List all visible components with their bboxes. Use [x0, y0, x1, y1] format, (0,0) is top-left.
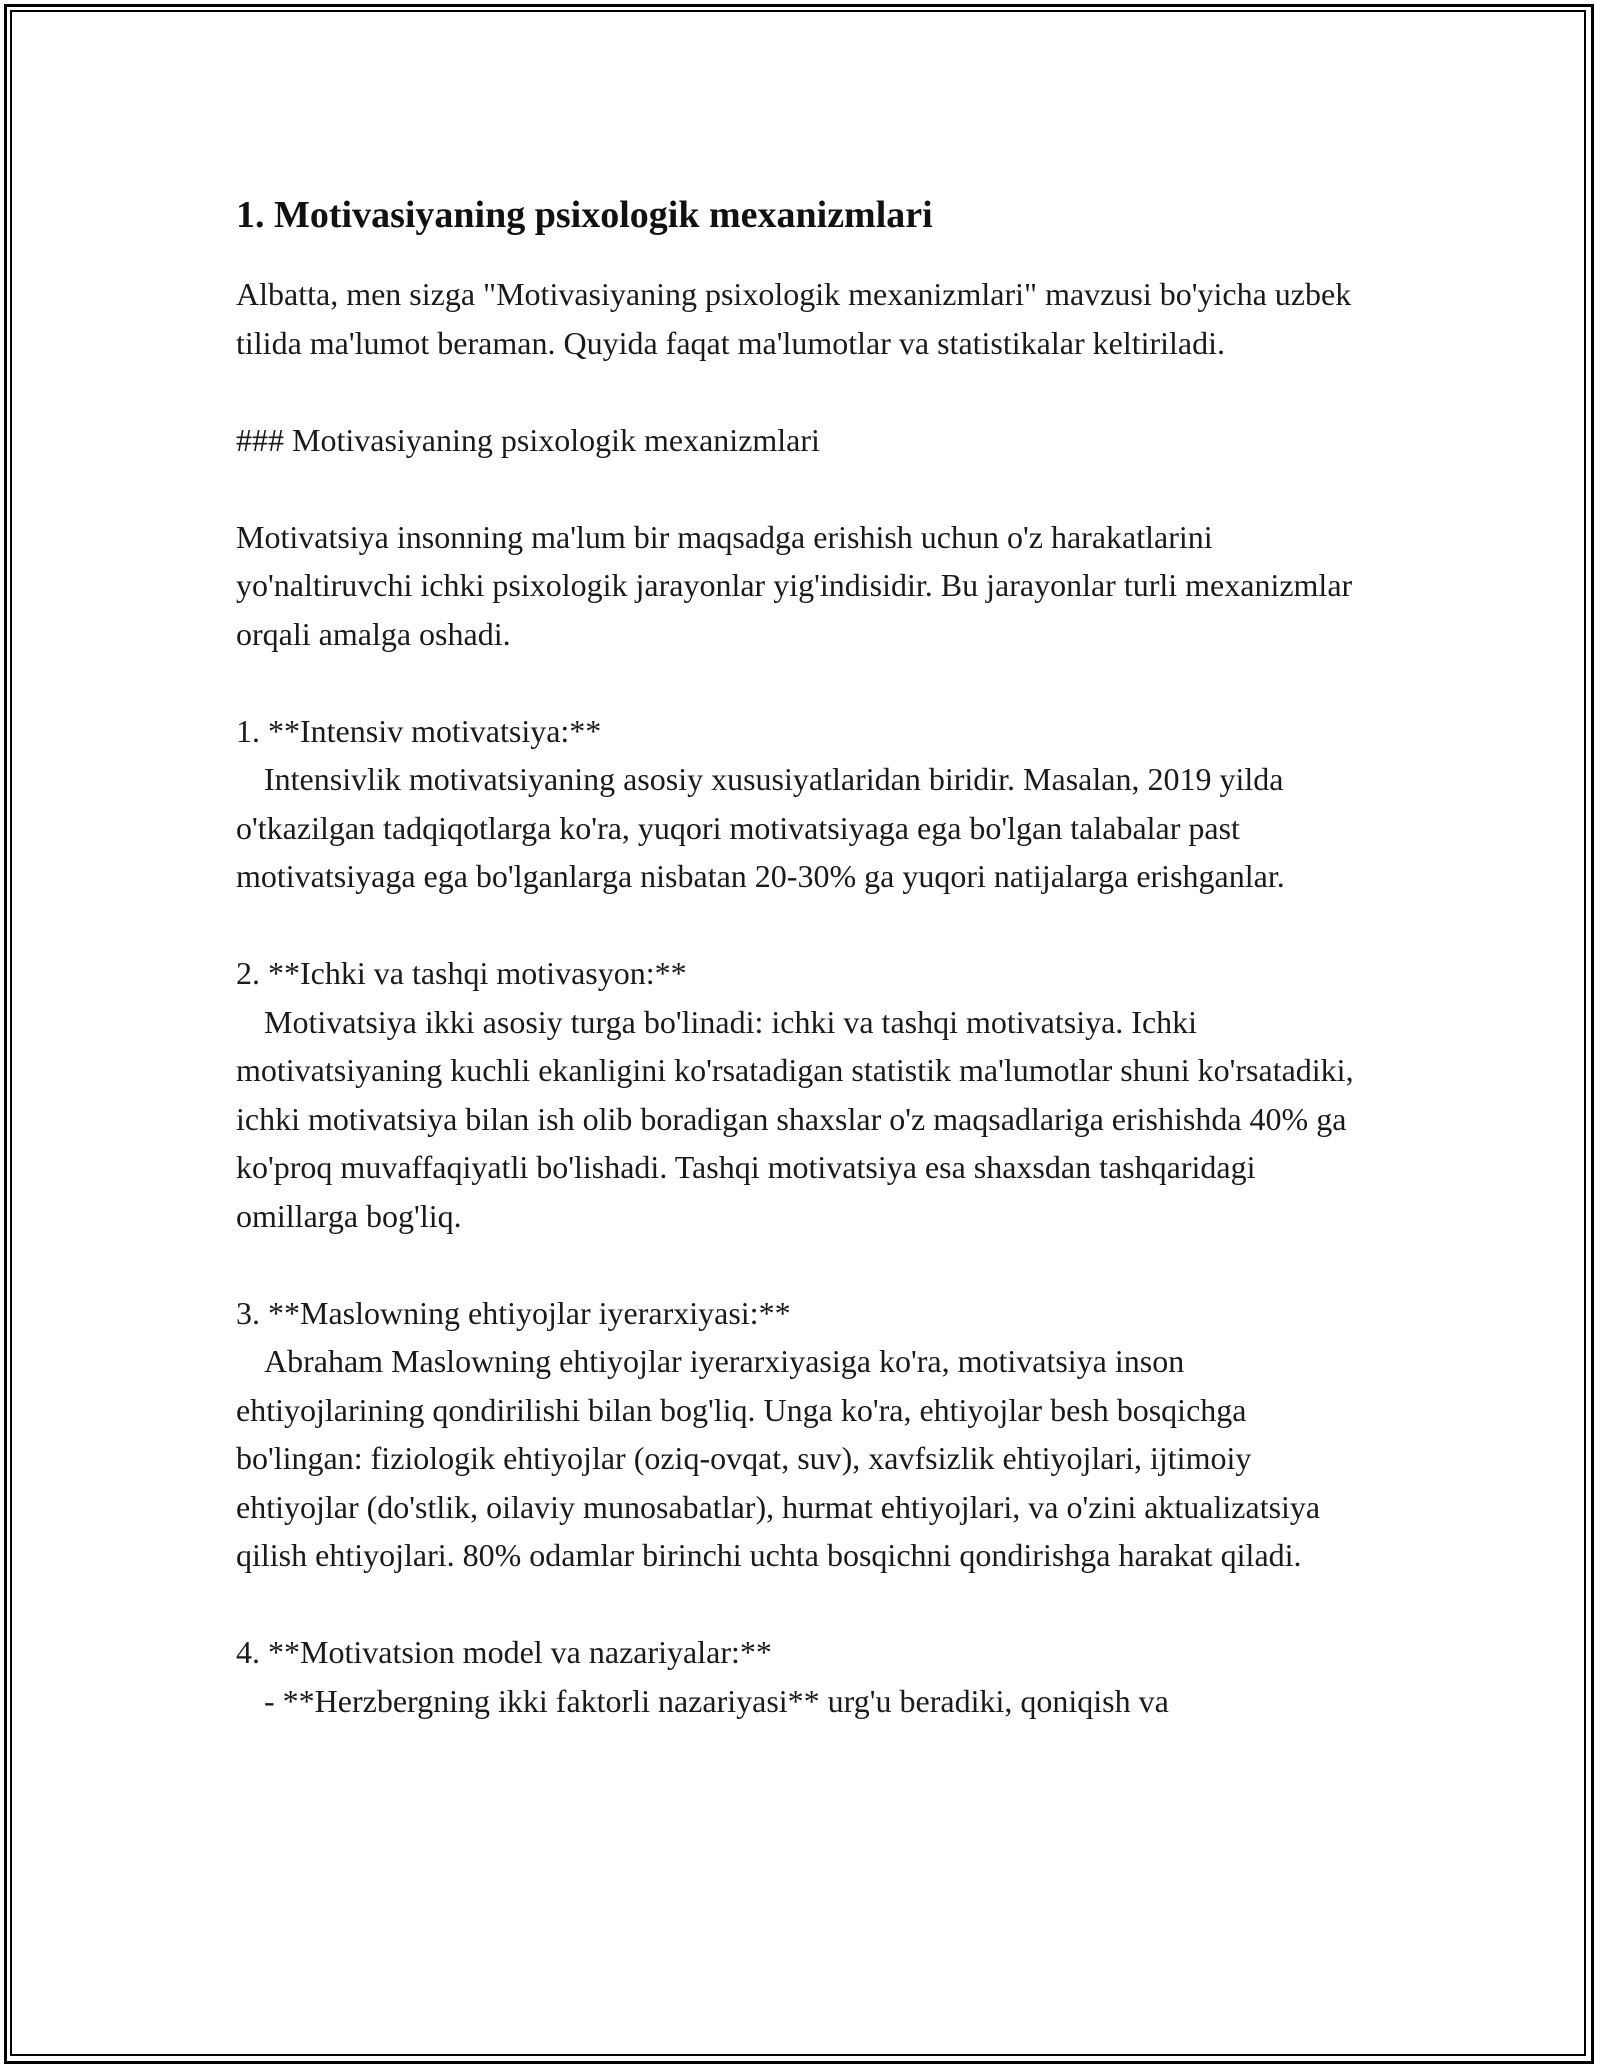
list-item-body: Motivatsiya ikki asosiy turga bo'linadi: ichki va tashqi motivatsiya. Ichki motivatsiyaning kuchli ekanligini ko'rsatadigan statistik ma'lumotlar shuni ko'rsatadiki, ichki motivatsiya bilan ish olib boradigan shaxslar o'z maqsadlariga erishishda 40% ga ko'proq muvaffaqiyatli bo'lishadi. Tashqi motivatsiya esa shaxsdan tashqaridagi omillarga bog'liq. — [236, 1003, 1354, 1234]
definition-paragraph: Motivatsiya insonning ma'lum bir maqsadga erishish uchun o'z harakatlarini yo'naltiruvchi ichki psixologik jarayonlar yig'indisidir. Bu jarayonlar turli mexanizmlar orqali amalga oshadi. — [236, 518, 1353, 652]
section-heading: ### Motivasiyaning psixologik mexanizmlari — [236, 421, 820, 458]
list-item-heading: 3. **Maslowning ehtiyojlar iyerarxiyasi:** — [236, 1294, 791, 1331]
list-item — [236, 1289, 1366, 1580]
intro-paragraph: Albatta, men sizga "Motivasiyaning psixologik mexanizmlari" mavzusi bo'yicha uzbek tilida ma'lumot beraman. Quyida faqat ma'lumotlar va statistikalar keltiriladi. — [236, 276, 1352, 361]
list-item — [236, 707, 1366, 901]
list-item-heading: 1. **Intensiv motivatsiya:** — [236, 712, 602, 749]
document-page — [236, 190, 1366, 1725]
list-item — [236, 949, 1366, 1240]
list-item-body: Abraham Maslowning ehtiyojlar iyerarxiyasiga ko'ra, motivatsiya inson ehtiyojlarining qondirilishi bilan bog'liq. Unga ko'ra, ehtiyojlar besh bosqichga bo'lingan: fiziologik ehtiyojlar (oziq-ovqat, suv), xavfsizlik ehtiyojlari, ijtimoiy ehtiyojlar (do'stlik, oilaviy munosabatlar), hurmat ehtiyojlari, va o'zini aktualizatsiya qilish ehtiyojlari. 80% odamlar birinchi uchta bosqichni qondirishga harakat qiladi. — [236, 1343, 1321, 1573]
list-item-heading: 4. **Motivatsion model va nazariyalar:** — [236, 1634, 772, 1670]
list-item-body: - **Herzbergning ikki faktorli nazariyasi** urg'u beradiki, qoniqish va — [264, 1682, 1169, 1719]
list-item-heading: 2. **Ichki va tashqi motivasyon:** — [236, 955, 687, 991]
document-title: 1. Motivasiyaning psixologik mexanizmlari — [236, 194, 933, 236]
list-item — [236, 1628, 1366, 1725]
list-item-body: Intensivlik motivatsiyaning asosiy xususiyatlaridan biridir. Masalan, 2019 yilda o'tkazilgan tadqiqotlarga ko'ra, yuqori motivatsiyaga ega bo'lgan talabalar past motivatsiyaga ega bo'lganlarga nisbatan 20-30% ga yuqori natijalarga erishganlar. — [236, 761, 1285, 894]
